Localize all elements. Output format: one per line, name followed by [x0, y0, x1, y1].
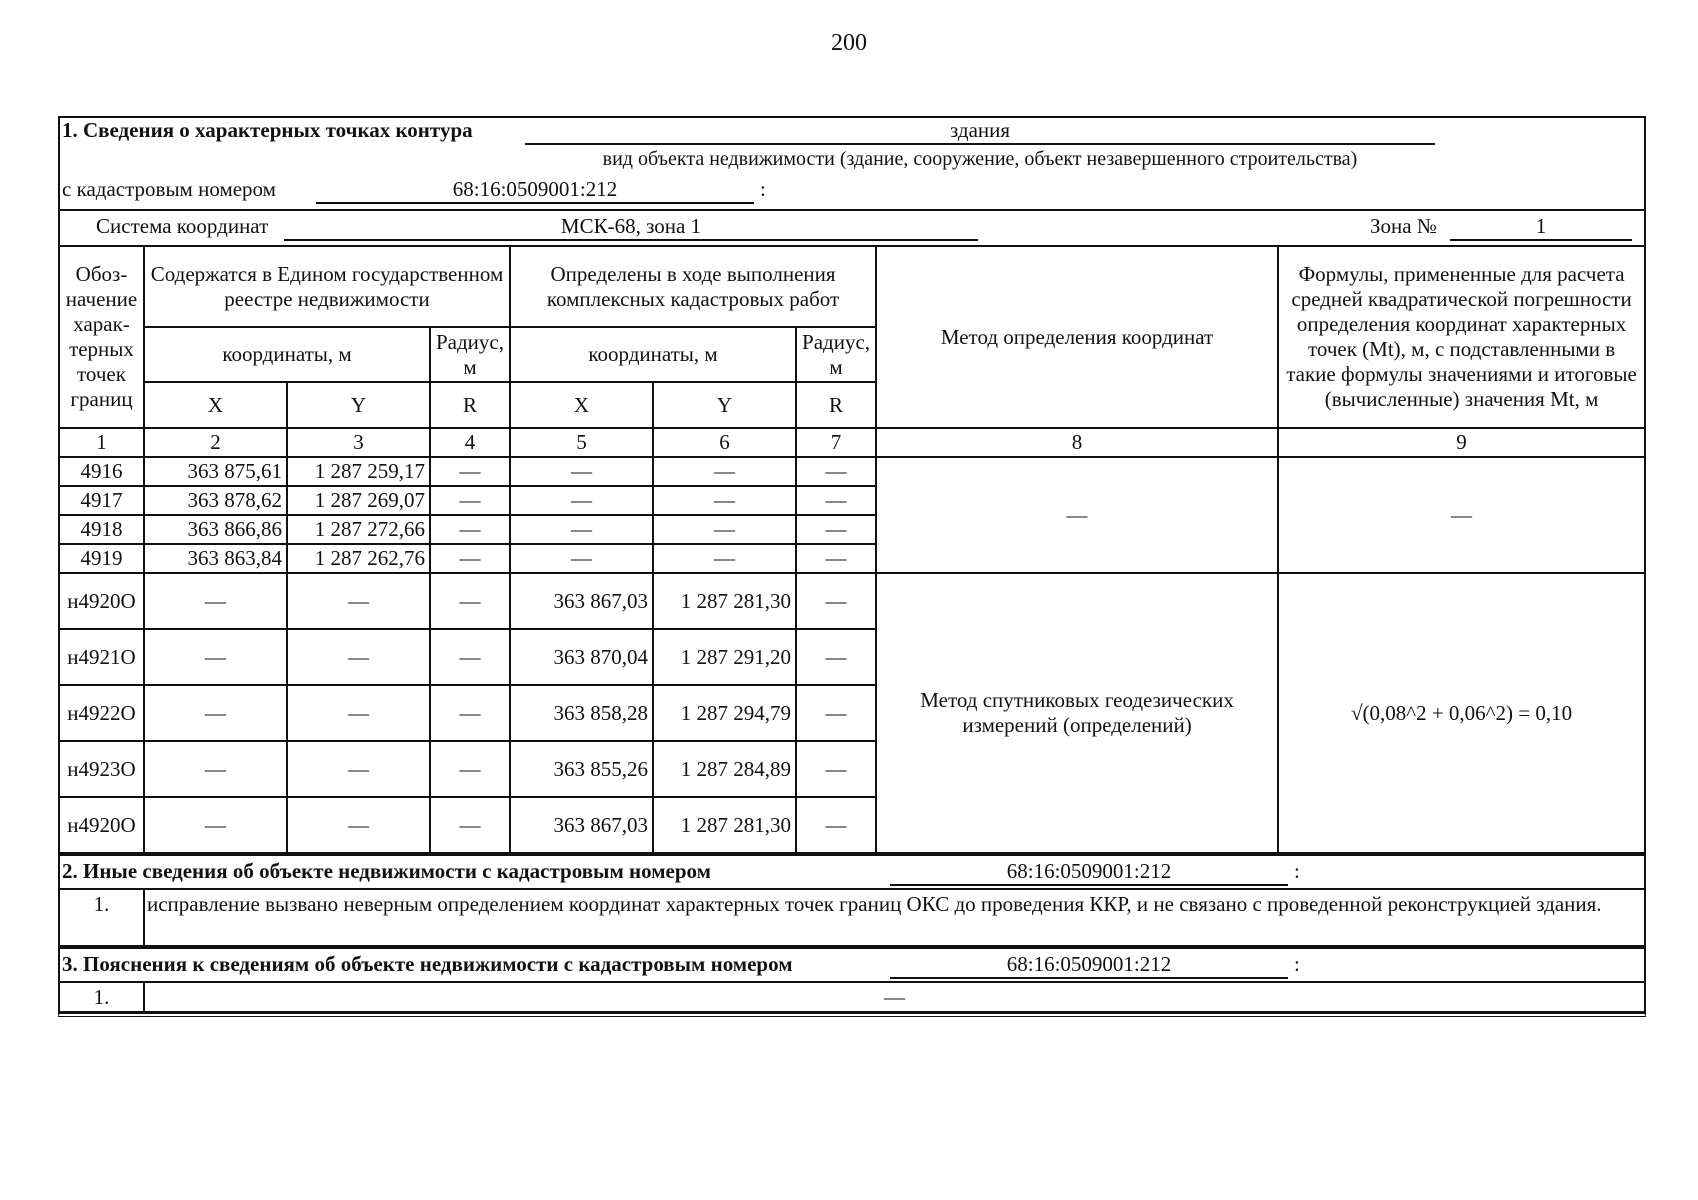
y2-value: 1 287 291,20 — [653, 629, 796, 685]
cadastral-document — [58, 116, 1646, 1017]
new-formula: √(0,08^2 + 0,06^2) = 0,10 — [1278, 573, 1644, 853]
x2-value: — — [510, 486, 653, 515]
point-id: 4919 — [60, 544, 144, 573]
item-number: 1. — [60, 983, 144, 1012]
section3-title: 3. Пояснения к сведениям об объекте недвижимости с кадастровым номером — [62, 952, 793, 976]
point-id: 4917 — [60, 486, 144, 515]
point-id: н4923О — [60, 741, 144, 797]
section2-title: 2. Иные сведения об объекте недвижимости с кадастровым номером — [62, 859, 711, 883]
header-r2: R — [796, 382, 876, 428]
header-x2: X — [510, 382, 653, 428]
y-value: — — [287, 685, 430, 741]
coord-system-field: МСК-68, зона 1 — [284, 214, 978, 241]
item-text: исправление вызвано неверным определением координат характерных точек границ ОКС до проведения ККР, и не связано с проведенной реконструкцией здания. — [144, 890, 1644, 946]
point-id: н4922О — [60, 685, 144, 741]
section3-header — [60, 947, 1644, 983]
r2-value: — — [796, 573, 876, 629]
item-number: 1. — [60, 890, 144, 946]
r-value: — — [430, 573, 510, 629]
y2-value: — — [653, 544, 796, 573]
r-value: — — [430, 685, 510, 741]
r-value: — — [430, 741, 510, 797]
header-radius-determined: Радиус, м — [796, 327, 876, 382]
r-value: — — [430, 515, 510, 544]
y2-value: — — [653, 457, 796, 486]
x2-value: — — [510, 457, 653, 486]
header-x: X — [144, 382, 287, 428]
y-value: 1 287 269,07 — [287, 486, 430, 515]
point-id: 4916 — [60, 457, 144, 486]
header-y2: Y — [653, 382, 796, 428]
header-determined: Определены в ходе выполнения комплексных кадастровых работ — [510, 247, 876, 327]
object-kind-hint: вид объекта недвижимости (здание, сооружение, объект незавершенного строительства) — [602, 148, 1358, 170]
x2-value: 363 867,03 — [510, 573, 653, 629]
col-number: 1 — [60, 428, 144, 457]
new-method: Метод спутниковых геодезических измерений (определений) — [876, 573, 1278, 853]
x2-value: 363 870,04 — [510, 629, 653, 685]
colon: : — [760, 177, 766, 201]
point-id: н4920О — [60, 573, 144, 629]
col-number: 3 — [287, 428, 430, 457]
header-r: R — [430, 382, 510, 428]
col-number: 8 — [876, 428, 1278, 457]
section3-cadastral-number: 68:16:0509001:212 — [890, 952, 1288, 979]
y-value: — — [287, 741, 430, 797]
y2-value: 1 287 284,89 — [653, 741, 796, 797]
section1-header — [60, 118, 1644, 211]
colon: : — [1294, 859, 1300, 883]
x2-value: 363 858,28 — [510, 685, 653, 741]
section3-table — [60, 983, 1644, 1013]
col-number: 7 — [796, 428, 876, 457]
x-value: 363 863,84 — [144, 544, 287, 573]
item-text: — — [144, 983, 1644, 1012]
points-table — [60, 247, 1644, 854]
y-value: — — [287, 573, 430, 629]
x-value: 363 866,86 — [144, 515, 287, 544]
x-value: — — [144, 629, 287, 685]
r2-value: — — [796, 685, 876, 741]
x-value: 363 875,61 — [144, 457, 287, 486]
section2-table — [60, 890, 1644, 947]
r-value: — — [430, 629, 510, 685]
r-value: — — [430, 544, 510, 573]
col-number: 9 — [1278, 428, 1644, 457]
y-value: 1 287 262,76 — [287, 544, 430, 573]
x-value: — — [144, 685, 287, 741]
zone-label: Зона № — [1370, 214, 1437, 238]
r2-value: — — [796, 741, 876, 797]
y2-value: 1 287 294,79 — [653, 685, 796, 741]
section2-cadastral-number: 68:16:0509001:212 — [890, 859, 1288, 886]
point-id: н4921О — [60, 629, 144, 685]
y-value: 1 287 259,17 — [287, 457, 430, 486]
col-number: 5 — [510, 428, 653, 457]
section1-title: 1. Сведения о характерных точках контура — [62, 118, 473, 142]
r2-value: — — [796, 797, 876, 853]
r2-value: — — [796, 544, 876, 573]
existing-method: — — [876, 457, 1278, 573]
y2-value: — — [653, 515, 796, 544]
column-numbers-row — [60, 428, 1644, 457]
r-value: — — [430, 486, 510, 515]
object-kind-field: здания — [525, 118, 1435, 145]
col-number: 2 — [144, 428, 287, 457]
zone-field: 1 — [1450, 214, 1632, 241]
point-id: н4920О — [60, 797, 144, 853]
r2-value: — — [796, 457, 876, 486]
header-method: Метод определения координат — [876, 247, 1278, 428]
point-id: 4918 — [60, 515, 144, 544]
page-number: 200 — [831, 30, 867, 56]
existing-formula: — — [1278, 457, 1644, 573]
col-number: 4 — [430, 428, 510, 457]
x2-value: — — [510, 515, 653, 544]
header-radius-egrn: Радиус, м — [430, 327, 510, 382]
y-value: — — [287, 797, 430, 853]
header-coords-determined: координаты, м — [510, 327, 796, 382]
r2-value: — — [796, 486, 876, 515]
y-value: 1 287 272,66 — [287, 515, 430, 544]
header-coords-egrn: координаты, м — [144, 327, 430, 382]
x-value: 363 878,62 — [144, 486, 287, 515]
header-formulas: Формулы, примененные для расчета средней квадратической погрешности определения координат характерных точек (Mt), м, с подставленными в такие формулы значениями и итоговые (вычисленные) значения Mt, м — [1278, 247, 1644, 428]
y2-value: 1 287 281,30 — [653, 797, 796, 853]
x2-value: 363 867,03 — [510, 797, 653, 853]
col-number: 6 — [653, 428, 796, 457]
r-value: — — [430, 457, 510, 486]
x-value: — — [144, 573, 287, 629]
coord-system-label: Система координат — [96, 214, 269, 238]
y2-value: 1 287 281,30 — [653, 573, 796, 629]
x2-value: — — [510, 544, 653, 573]
header-designation: Обоз-начение харак-терных точек границ — [60, 247, 144, 428]
cadastral-number-field: 68:16:0509001:212 — [316, 177, 754, 204]
r2-value: — — [796, 629, 876, 685]
colon: : — [1294, 952, 1300, 976]
r-value: — — [430, 797, 510, 853]
cadastral-label: с кадастровым номером — [62, 177, 276, 201]
table-row — [60, 573, 1644, 629]
header-y: Y — [287, 382, 430, 428]
r2-value: — — [796, 515, 876, 544]
y2-value: — — [653, 486, 796, 515]
coordinate-system-row — [60, 211, 1644, 247]
table-row — [60, 457, 1644, 486]
section2-header — [60, 854, 1644, 890]
header-egrn: Содержатся в Едином государственном реестре недвижимости — [144, 247, 510, 327]
x2-value: 363 855,26 — [510, 741, 653, 797]
x-value: — — [144, 797, 287, 853]
x-value: — — [144, 741, 287, 797]
y-value: — — [287, 629, 430, 685]
